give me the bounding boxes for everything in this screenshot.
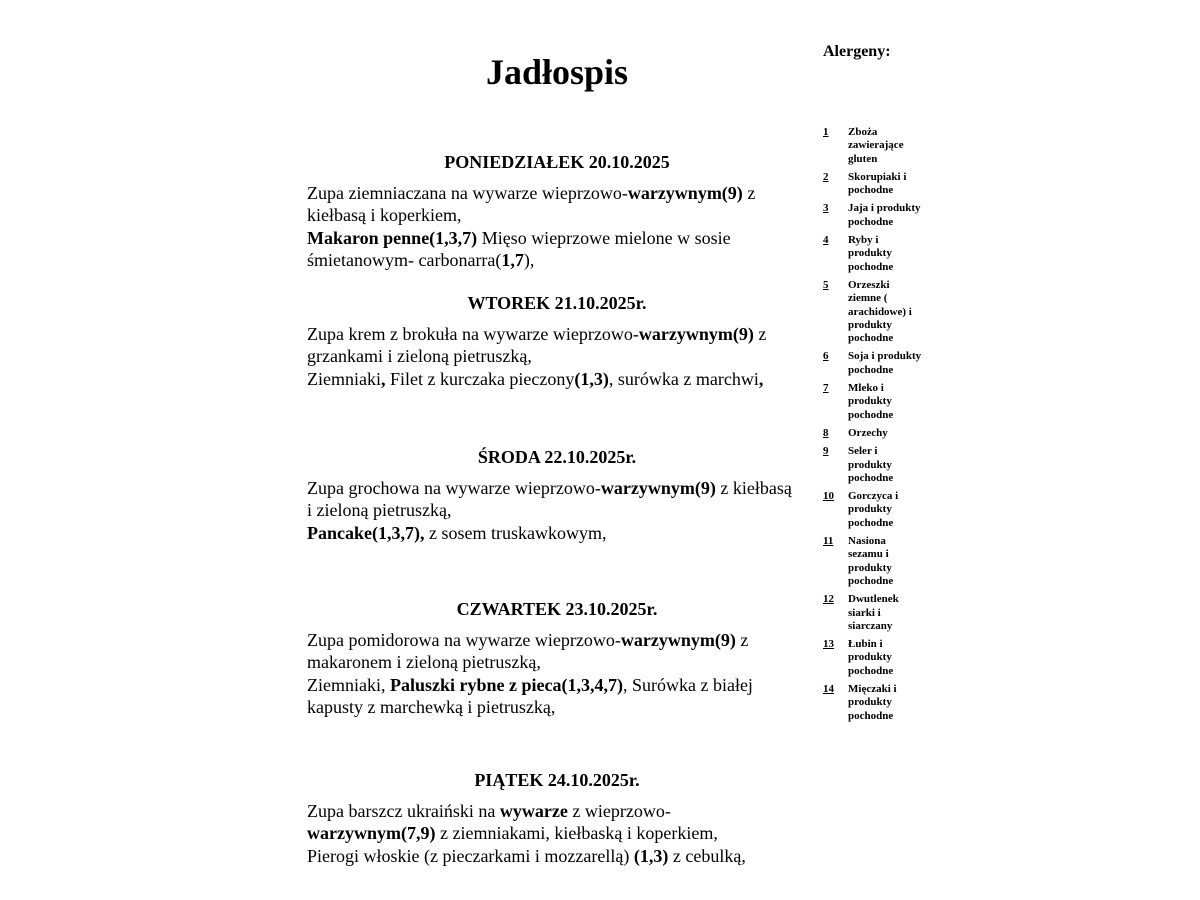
menu-text-segment: (1,3) — [574, 368, 609, 389]
allergens-heading: Alergeny: — [823, 43, 891, 60]
day-menu-text — [307, 182, 807, 272]
day-header: CZWARTEK 23.10.2025r. — [456, 599, 658, 619]
day-header: PIĄTEK 24.10.2025r. — [474, 770, 640, 790]
allergen-item — [823, 202, 933, 229]
menu-text-segment: śmietanowym- carbonarra( — [307, 250, 502, 271]
menu-text-segment: wywarze — [499, 801, 568, 821]
page-title: Jadłospis — [485, 52, 629, 92]
menu-text-segment: (1,3) — [633, 845, 669, 866]
allergen-label: Seler i produkty pochodne — [848, 445, 894, 484]
allergen-label: Łubin i produkty pochodne — [848, 638, 894, 677]
menu-text-segment: Paluszki rybne z pieca(1,3,4,7) — [389, 674, 623, 695]
day-header: ŚRODA 22.10.2025r. — [477, 447, 637, 467]
allergen-number: 3 — [823, 202, 829, 215]
allergen-label: Jaja i produkty pochodne — [848, 202, 921, 228]
allergen-number: 12 — [823, 593, 834, 606]
menu-days — [307, 0, 807, 900]
menu-text-segment: Pancake(1,3,7), — [307, 522, 425, 543]
allergen-item — [823, 171, 933, 198]
allergen-label: Zboża zawierające gluten — [848, 126, 904, 165]
day-header: WTOREK 21.10.2025r. — [467, 293, 647, 313]
menu-text-segment: ), — [523, 250, 535, 271]
menu-line — [307, 368, 807, 390]
menu-text-segment: , — [758, 368, 764, 389]
menu-line — [307, 477, 807, 499]
allergen-item — [823, 350, 933, 377]
menu-line — [307, 249, 807, 271]
menu-line — [307, 845, 807, 867]
allergen-item — [823, 683, 933, 723]
day-menu-text — [307, 629, 807, 719]
allergen-number: 7 — [823, 382, 829, 395]
menu-line — [307, 651, 807, 673]
allergen-label: Nasiona sezamu i produkty pochodne — [848, 535, 894, 587]
menu-line — [307, 522, 807, 544]
day-section — [307, 598, 807, 719]
menu-text-segment: , Surówka z białej — [622, 674, 753, 695]
allergen-item — [823, 382, 933, 422]
menu-text-segment: z sosem truskawkowym, — [424, 522, 607, 543]
menu-line — [307, 629, 807, 651]
day-header: PONIEDZIAŁEK 20.10.2025 — [444, 152, 670, 172]
menu-line — [307, 800, 807, 822]
allergen-number: 14 — [823, 682, 834, 695]
menu-text-segment: Pierogi włoskie (z pieczarkami i mozzarellą) — [307, 845, 634, 866]
allergen-label: Mleko i produkty pochodne — [848, 382, 894, 421]
menu-text-segment: Mięso wieprzowe mielone w sosie — [477, 227, 731, 248]
allergen-number: 4 — [823, 234, 829, 247]
menu-line — [307, 822, 807, 844]
menu-text-segment: warzywnym(7,9) — [307, 823, 436, 844]
allergen-number: 13 — [823, 638, 834, 651]
menu-text-segment: kapusty z marchewką i pietruszką, — [307, 697, 556, 718]
menu-text-segment: 1,7 — [501, 250, 524, 271]
menu-text-segment: z cebulką, — [668, 845, 746, 866]
allergen-label: Orzeszki ziemne ( arachidowe) i produkty pochodne — [848, 278, 912, 345]
menu-text-segment: Makaron penne(1,3,7) — [307, 227, 478, 248]
menu-line — [307, 182, 807, 204]
allergen-list — [823, 126, 933, 723]
menu-text-segment: z wieprzowo- — [567, 801, 671, 821]
menu-text-segment: warzywnym(9) — [620, 630, 736, 650]
allergen-item — [823, 535, 933, 588]
allergen-number: 11 — [823, 535, 834, 548]
allergen-number: 5 — [823, 278, 829, 291]
allergen-label: Dwutlenek siarki i siarczany — [848, 593, 899, 632]
menu-text-segment: grzankami i zieloną pietruszką, — [307, 346, 532, 367]
menu-text-segment: Zupa barszcz ukraiński na — [307, 801, 500, 821]
allergen-item — [823, 593, 933, 633]
allergen-number: 8 — [823, 426, 829, 439]
allergen-label: Mięczaki i produkty pochodne — [848, 682, 897, 722]
menu-line — [307, 227, 807, 249]
menu-text-segment: z ziemniakami, kiełbaską i koperkiem, — [435, 823, 718, 844]
menu-text-segment: z — [742, 183, 756, 203]
day-menu-text — [307, 800, 807, 867]
allergen-number: 9 — [823, 445, 829, 458]
menu-text-segment: z — [753, 324, 767, 344]
allergen-item — [823, 445, 933, 485]
menu-text-segment: Ziemniaki — [307, 368, 381, 389]
menu-line — [307, 204, 807, 226]
allergen-number: 6 — [823, 350, 829, 363]
menu-text-segment: warzywnym(9) — [600, 478, 716, 498]
allergen-label: Orzechy — [848, 426, 888, 439]
menu-text-segment: , — [380, 368, 386, 389]
day-menu-text — [307, 323, 807, 390]
menu-text-segment: i zieloną pietruszką, — [307, 500, 452, 521]
allergen-item — [823, 279, 933, 345]
menu-text-segment: Filet z kurczaka pieczony — [385, 368, 575, 389]
allergen-item — [823, 490, 933, 530]
menu-text-segment: Zupa ziemniaczana na wywarze wieprzowo- — [307, 183, 628, 203]
menu-text-segment: warzywnym(9) — [638, 324, 754, 344]
allergen-label: Ryby i produkty pochodne — [848, 234, 894, 273]
day-section — [307, 292, 807, 390]
menu-text-segment: z kiełbasą — [715, 478, 792, 498]
allergens-panel — [823, 42, 933, 728]
menu-text-segment: z — [735, 630, 749, 650]
allergen-label: Soja i produkty pochodne — [848, 350, 922, 376]
menu-text-segment: Ziemniaki, — [307, 674, 390, 695]
allergen-number: 2 — [823, 170, 829, 183]
menu-text-segment: , surówka z marchwi — [608, 368, 759, 389]
menu-line — [307, 674, 807, 696]
menu-line — [307, 499, 807, 521]
allergen-item — [823, 126, 933, 166]
allergen-item — [823, 638, 933, 678]
menu-line — [307, 323, 807, 345]
menu-text-segment: warzywnym(9) — [627, 183, 743, 203]
menu-text-segment: Zupa grochowa na wywarze wieprzowo- — [307, 478, 601, 498]
allergen-item — [823, 427, 933, 440]
menu-text-segment: kiełbasą i koperkiem, — [307, 205, 462, 226]
day-section — [307, 769, 807, 867]
allergen-number: 10 — [823, 490, 834, 503]
allergen-label: Skorupiaki i pochodne — [848, 170, 907, 197]
allergen-item — [823, 234, 933, 274]
day-section — [307, 446, 807, 544]
menu-text-segment: Zupa krem z brokuła na wywarze wieprzowo- — [307, 324, 639, 344]
day-section — [307, 151, 807, 272]
allergen-label: Gorczyca i produkty pochodne — [848, 490, 899, 529]
day-menu-text — [307, 477, 807, 544]
menu-text-segment: Zupa pomidorowa na wywarze wieprzowo- — [307, 630, 621, 650]
allergen-number: 1 — [823, 126, 829, 138]
menu-text-segment: makaronem i zieloną pietruszką, — [307, 652, 541, 673]
menu-line — [307, 345, 807, 367]
menu-line — [307, 696, 807, 718]
